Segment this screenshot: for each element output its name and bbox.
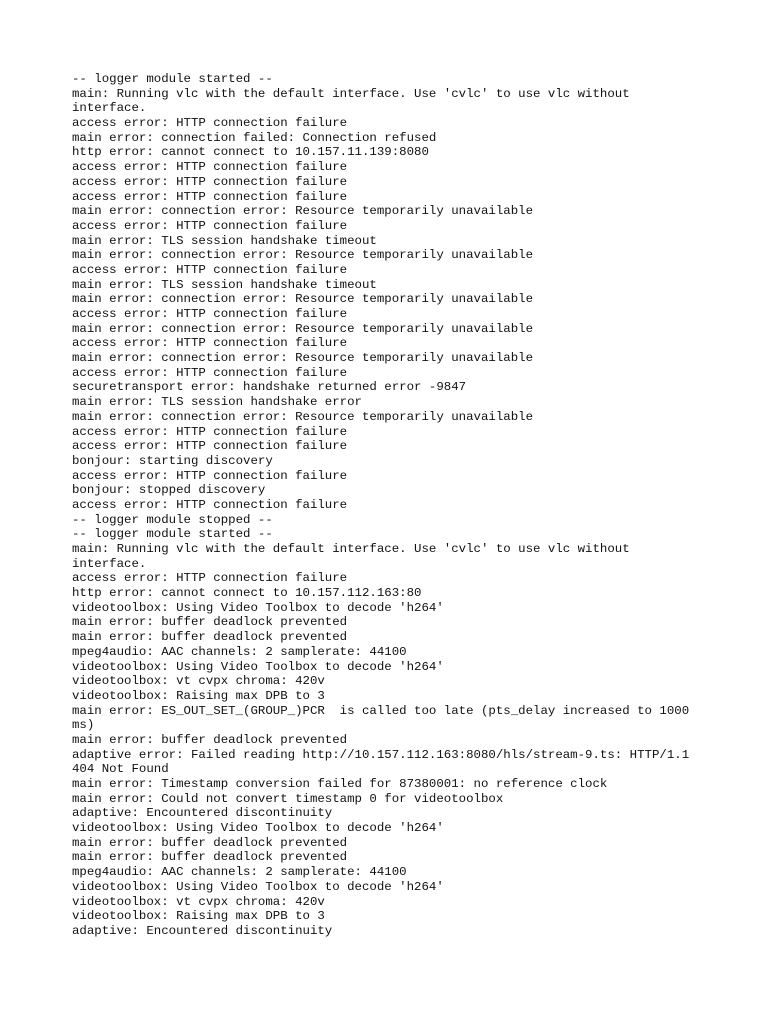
log-line: main error: ES_OUT_SET_(GROUP_)PCR is called too late (pts_delay increased to 1000 <box>72 703 690 718</box>
log-line: main error: TLS session handshake timeout <box>72 277 377 292</box>
log-line: adaptive error: Failed reading http://10.157.112.163:8080/hls/stream-9.ts: HTTP/1.1 <box>72 747 690 762</box>
log-line: interface. <box>72 556 147 571</box>
log-line: access error: HTTP connection failure <box>72 468 348 483</box>
log-line: access error: HTTP connection failure <box>72 160 348 175</box>
log-line: videotoolbox: Raising max DPB to 3 <box>72 688 325 703</box>
log-line: access error: HTTP connection failure <box>72 174 348 189</box>
log-line: main error: connection error: Resource temporarily unavailable <box>72 248 534 263</box>
log-line: main error: Could not convert timestamp 0 for videotoolbox <box>72 791 504 806</box>
log-line: videotoolbox: vt cvpx chroma: 420v <box>72 894 325 909</box>
log-line: main error: buffer deadlock prevented <box>72 732 348 747</box>
log-line: main error: Timestamp conversion failed for 87380001: no reference clock <box>72 777 608 791</box>
log-line: videotoolbox: vt cvpx chroma: 420v <box>72 674 325 689</box>
log-line: main error: connection error: Resource temporarily unavailable <box>72 321 534 336</box>
log-line: bonjour: stopped discovery <box>72 483 266 498</box>
log-line: main error: TLS session handshake error <box>72 395 362 410</box>
log-line: main error: connection error: Resource temporarily unavailable <box>72 409 534 424</box>
log-line: http error: cannot connect to 10.157.11.139:8080 <box>72 145 429 160</box>
log-line: -- logger module started -- <box>72 72 273 86</box>
log-line: interface. <box>72 101 147 116</box>
log-line: main error: connection failed: Connection refused <box>72 130 437 145</box>
log-line: access error: HTTP connection failure <box>72 307 348 321</box>
log-line: videotoolbox: Using Video Toolbox to decode 'h264' <box>72 600 444 615</box>
log-text-block <box>72 72 702 939</box>
log-line: videotoolbox: Using Video Toolbox to decode 'h264' <box>72 879 444 894</box>
log-line: main error: buffer deadlock prevented <box>72 615 348 630</box>
log-line: access error: HTTP connection failure <box>72 336 348 351</box>
log-line: main error: connection error: Resource temporarily unavailable <box>72 351 534 366</box>
log-line: main error: buffer deadlock prevented <box>72 835 348 850</box>
log-line: main error: connection error: Resource temporarily unavailable <box>72 204 534 219</box>
log-line: mpeg4audio: AAC channels: 2 samplerate: 44100 <box>72 644 407 659</box>
log-line: main: Running vlc with the default interface. Use 'cvlc' to use vlc without <box>72 86 630 101</box>
log-line: -- logger module started -- <box>72 527 273 542</box>
log-line: videotoolbox: Using Video Toolbox to decode 'h264' <box>72 659 444 674</box>
log-line: access error: HTTP connection failure <box>72 262 348 277</box>
log-line: bonjour: starting discovery <box>72 453 273 468</box>
log-line: -- logger module stopped -- <box>72 512 273 527</box>
log-line: videotoolbox: Raising max DPB to 3 <box>72 909 325 924</box>
log-line: access error: HTTP connection failure <box>72 189 348 204</box>
log-line: access error: HTTP connection failure <box>72 439 348 454</box>
log-line: mpeg4audio: AAC channels: 2 samplerate: 44100 <box>72 865 407 880</box>
log-line: http error: cannot connect to 10.157.112.163:80 <box>72 586 422 601</box>
log-line: securetransport error: handshake returned error -9847 <box>72 380 467 395</box>
log-line: ms) <box>72 718 95 733</box>
log-line: main: Running vlc with the default interface. Use 'cvlc' to use vlc without <box>72 542 630 556</box>
log-line: access error: HTTP connection failure <box>72 571 348 586</box>
log-line: adaptive: Encountered discontinuity <box>72 806 333 821</box>
log-line: main error: buffer deadlock prevented <box>72 850 348 865</box>
log-line: access error: HTTP connection failure <box>72 424 348 439</box>
log-line: access error: HTTP connection failure <box>72 497 348 512</box>
log-line: adaptive: Encountered discontinuity <box>72 923 333 938</box>
log-line: videotoolbox: Using Video Toolbox to decode 'h264' <box>72 821 444 836</box>
log-line: main error: buffer deadlock prevented <box>72 630 348 645</box>
log-line: main error: connection error: Resource temporarily unavailable <box>72 292 534 307</box>
log-line: access error: HTTP connection failure <box>72 116 348 131</box>
log-line: 404 Not Found <box>72 762 169 777</box>
log-line: main error: TLS session handshake timeout <box>72 233 377 248</box>
log-line: access error: HTTP connection failure <box>72 218 348 233</box>
log-line: access error: HTTP connection failure <box>72 365 348 380</box>
